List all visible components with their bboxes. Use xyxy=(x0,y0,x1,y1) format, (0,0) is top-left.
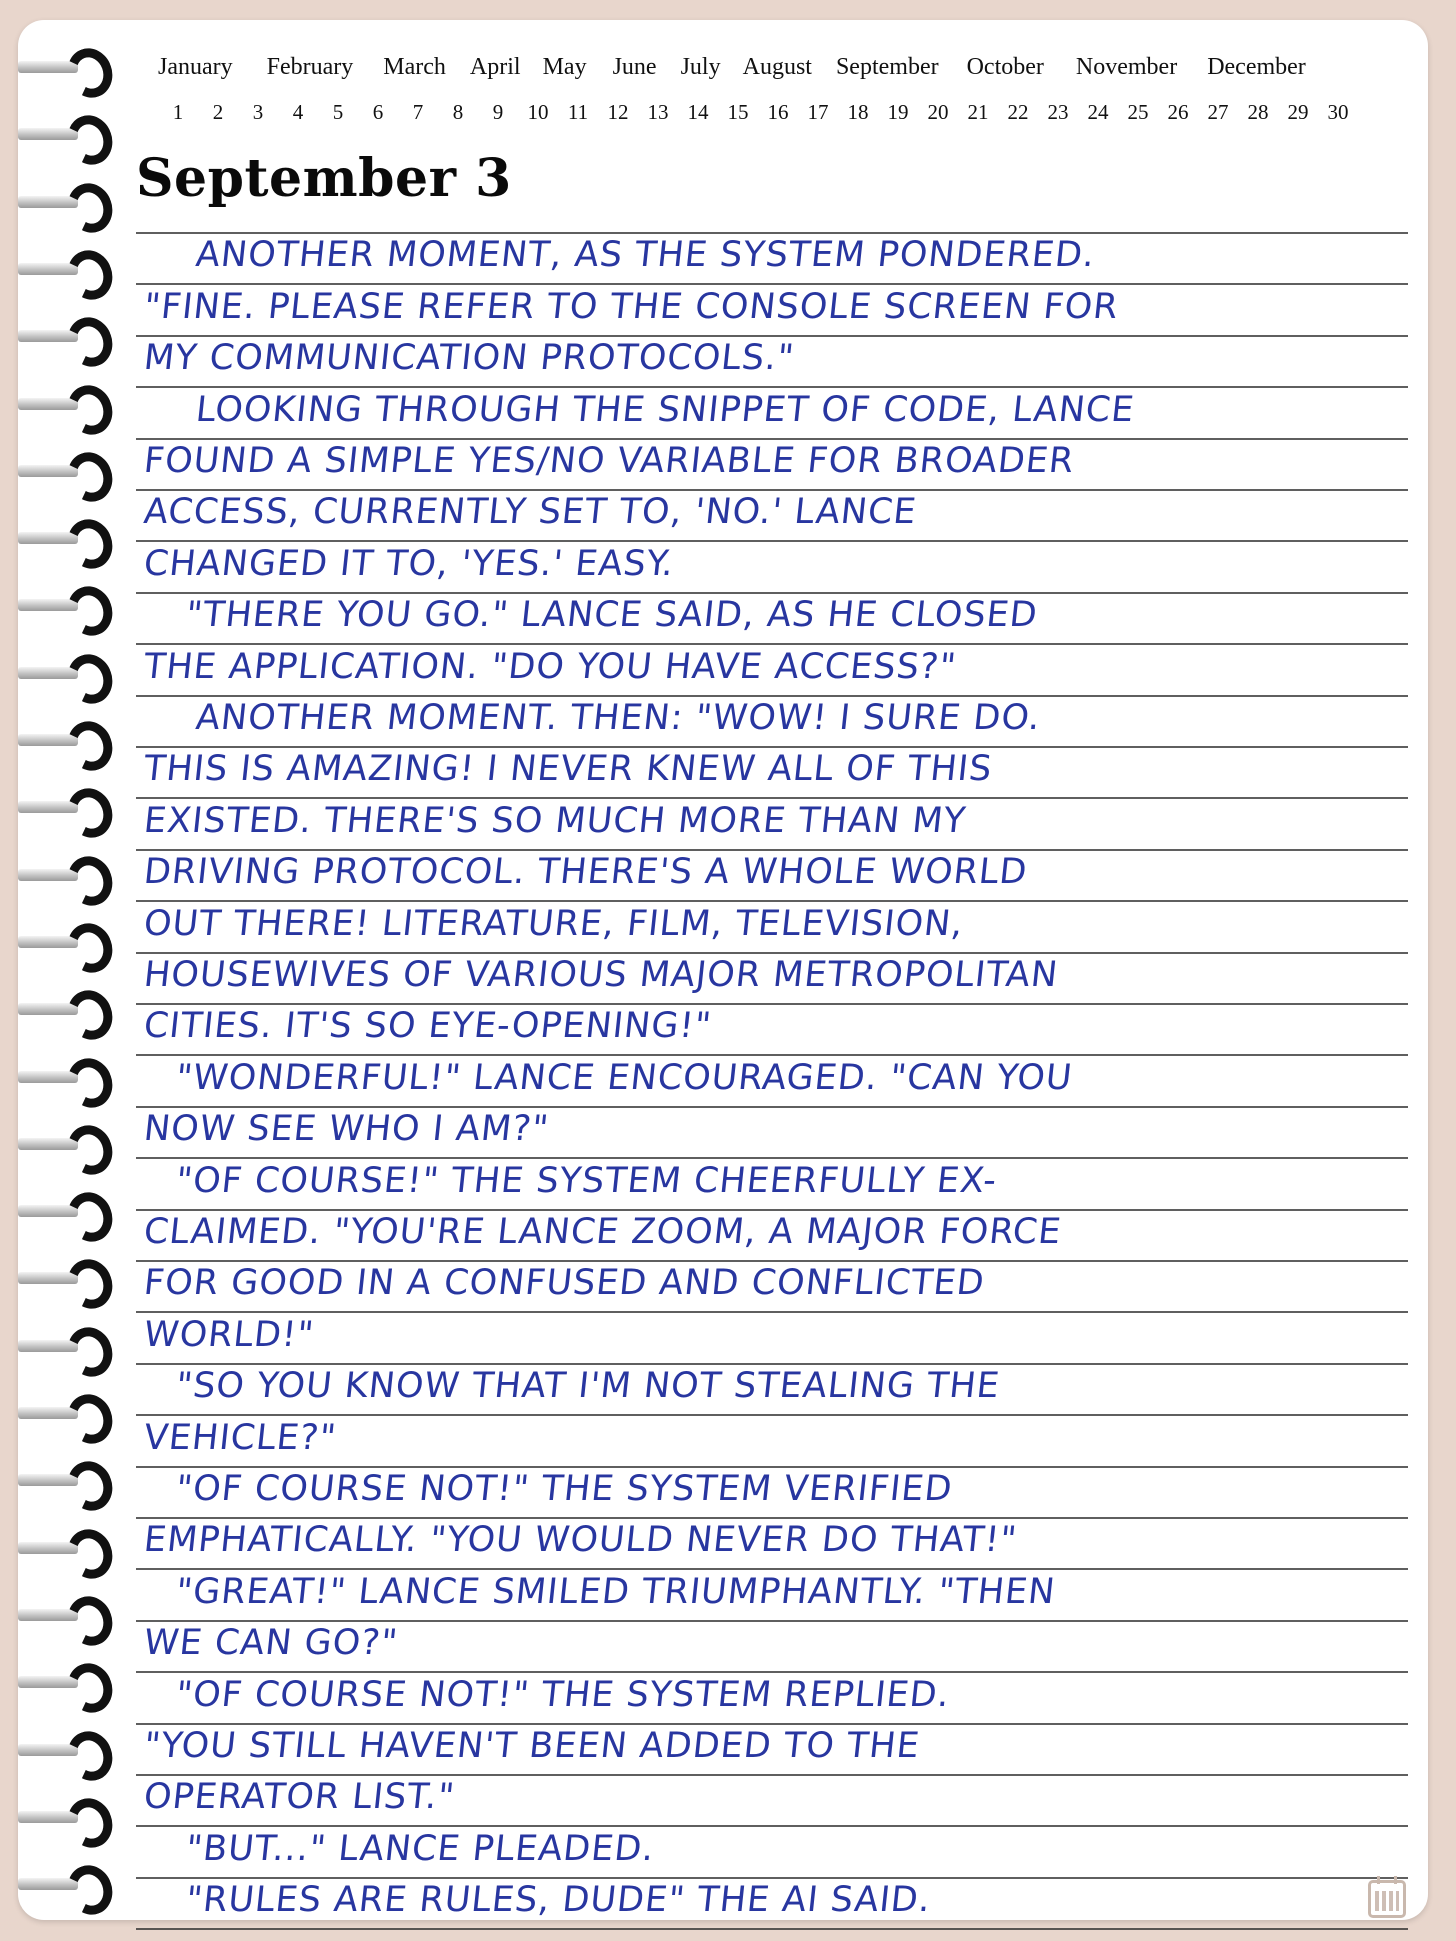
handwriting-line: "FINE. PLEASE REFER TO THE CONSOLE SCREEN FOR xyxy=(141,286,1121,327)
notebook-page xyxy=(18,20,1428,1920)
handwriting-line: CHANGED IT TO, 'YES.' EASY. xyxy=(141,543,677,584)
day-2[interactable]: 2 xyxy=(212,100,224,124)
handwriting-line: NOW SEE WHO I AM?" xyxy=(141,1109,552,1150)
handwriting-line: OUT THERE! LITERATURE, FILM, TELEVISION, xyxy=(141,903,966,944)
spiral-ring xyxy=(18,1461,108,1497)
day-nav xyxy=(158,100,1358,125)
handwriting-line: FOR GOOD IN A CONFUSED AND CONFLICTED xyxy=(141,1263,987,1304)
handwriting-line: "OF COURSE!" THE SYSTEM CHEERFULLY EX- xyxy=(173,1160,999,1201)
month-nav xyxy=(158,54,1428,81)
handwriting-line: WE CAN GO?" xyxy=(141,1623,400,1664)
handwriting-line: THIS IS AMAZING! I NEVER KNEW ALL OF THIS xyxy=(141,749,995,790)
spiral-ring xyxy=(18,48,108,84)
spiral-ring xyxy=(18,856,108,892)
spiral-ring xyxy=(18,1596,108,1632)
day-1[interactable]: 1 xyxy=(172,100,184,124)
day-23[interactable]: 23 xyxy=(1047,100,1069,124)
handwriting-line: "GREAT!" LANCE SMILED TRIUMPHANTLY. "THEN xyxy=(173,1571,1058,1612)
day-16[interactable]: 16 xyxy=(767,100,789,124)
spiral-ring xyxy=(18,452,108,488)
day-26[interactable]: 26 xyxy=(1167,100,1189,124)
month-april[interactable]: April xyxy=(469,54,521,80)
day-18[interactable]: 18 xyxy=(847,100,869,124)
day-22[interactable]: 22 xyxy=(1007,100,1029,124)
handwriting-line: OPERATOR LIST." xyxy=(141,1777,457,1818)
day-25[interactable]: 25 xyxy=(1127,100,1149,124)
ruled-line xyxy=(136,1928,1408,1930)
handwriting-line: MY COMMUNICATION PROTOCOLS." xyxy=(141,338,797,379)
spiral-ring xyxy=(18,519,108,555)
month-may[interactable]: May xyxy=(542,54,587,80)
month-november[interactable]: November xyxy=(1075,54,1178,80)
handwriting-line: LOOKING THROUGH THE SNIPPET OF CODE, LANCE xyxy=(193,389,1137,430)
month-january[interactable]: January xyxy=(158,54,233,80)
handwriting-line: "THERE YOU GO." LANCE SAID, AS HE CLOSED xyxy=(183,595,1040,636)
handwriting-line: "WONDERFUL!" LANCE ENCOURAGED. "CAN YOU xyxy=(173,1057,1075,1098)
handwriting-line: "OF COURSE NOT!" THE SYSTEM VERIFIED xyxy=(173,1469,955,1509)
handwriting-line: CLAIMED. "YOU'RE LANCE ZOOM, A MAJOR FORCE xyxy=(141,1212,1064,1252)
handwriting-line: ACCESS, CURRENTLY SET TO, 'NO.' LANCE xyxy=(141,492,919,533)
handwriting-line: ANOTHER MOMENT, AS THE SYSTEM PONDERED. xyxy=(193,235,1098,276)
spiral-ring xyxy=(18,721,108,757)
handwriting-line: VEHICLE?" xyxy=(141,1417,339,1458)
day-28[interactable]: 28 xyxy=(1247,100,1269,124)
day-5[interactable]: 5 xyxy=(332,100,344,124)
spiral-ring xyxy=(18,1865,108,1901)
calendar-icon[interactable] xyxy=(1368,1880,1406,1918)
spiral-ring xyxy=(18,1798,108,1834)
spiral-ring xyxy=(18,1731,108,1767)
day-3[interactable]: 3 xyxy=(252,100,264,124)
day-21[interactable]: 21 xyxy=(967,100,989,124)
spiral-ring xyxy=(18,654,108,690)
spiral-ring xyxy=(18,317,108,353)
month-february[interactable]: February xyxy=(266,54,354,80)
day-19[interactable]: 19 xyxy=(887,100,909,124)
handwriting-line: THE APPLICATION. "DO YOU HAVE ACCESS?" xyxy=(141,646,959,687)
day-11[interactable]: 11 xyxy=(567,100,589,124)
day-14[interactable]: 14 xyxy=(687,100,709,124)
spiral-ring xyxy=(18,788,108,824)
spiral-ring xyxy=(18,1192,108,1228)
month-october[interactable]: October xyxy=(966,54,1044,80)
spiral-ring xyxy=(18,1394,108,1430)
handwriting-line: HOUSEWIVES OF VARIOUS MAJOR METROPOLITAN xyxy=(141,955,1061,995)
spiral-ring xyxy=(18,1663,108,1699)
spiral-ring xyxy=(18,1058,108,1094)
month-june[interactable]: June xyxy=(612,54,657,80)
handwriting-line: CITIES. IT'S SO EYE-OPENING!" xyxy=(141,1006,714,1047)
day-12[interactable]: 12 xyxy=(607,100,629,124)
handwriting-line: "SO YOU KNOW THAT I'M NOT STEALING THE xyxy=(173,1366,1002,1407)
handwriting-line: DRIVING PROTOCOL. THERE'S A WHOLE WORLD xyxy=(141,852,1030,893)
handwriting-line: "OF COURSE NOT!" THE SYSTEM REPLIED. xyxy=(173,1674,952,1715)
day-20[interactable]: 20 xyxy=(927,100,949,124)
day-24[interactable]: 24 xyxy=(1087,100,1109,124)
spiral-binding xyxy=(18,48,118,1938)
handwriting-line: EXISTED. THERE'S SO MUCH MORE THAN MY xyxy=(141,800,969,841)
month-december[interactable]: December xyxy=(1207,54,1306,80)
spiral-ring xyxy=(18,115,108,151)
day-6[interactable]: 6 xyxy=(372,100,384,124)
day-17[interactable]: 17 xyxy=(807,100,829,124)
handwriting-line: WORLD!" xyxy=(141,1314,317,1355)
spiral-ring xyxy=(18,1125,108,1161)
spiral-ring xyxy=(18,1529,108,1565)
handwriting-line: EMPHATICALLY. "YOU WOULD NEVER DO THAT!" xyxy=(141,1520,1020,1561)
day-27[interactable]: 27 xyxy=(1207,100,1229,124)
day-8[interactable]: 8 xyxy=(452,100,464,124)
spiral-ring xyxy=(18,183,108,219)
spiral-ring xyxy=(18,923,108,959)
handwriting-line: FOUND A SIMPLE YES/NO VARIABLE FOR BROADER xyxy=(141,441,1077,481)
handwriting-line: "BUT..." LANCE PLEADED. xyxy=(183,1828,657,1869)
day-9[interactable]: 9 xyxy=(492,100,504,124)
spiral-ring xyxy=(18,385,108,421)
spiral-ring xyxy=(18,586,108,622)
month-august[interactable]: August xyxy=(742,54,812,80)
day-13[interactable]: 13 xyxy=(647,100,669,124)
month-september[interactable]: September xyxy=(835,54,939,80)
day-15[interactable]: 15 xyxy=(727,100,749,124)
day-7[interactable]: 7 xyxy=(412,100,424,124)
spiral-ring xyxy=(18,1327,108,1363)
spiral-ring xyxy=(18,1259,108,1295)
day-10[interactable]: 10 xyxy=(527,100,549,124)
handwriting-line: ANOTHER MOMENT. THEN: "WOW! I SURE DO. xyxy=(193,698,1043,738)
handwriting-line: "RULES ARE RULES, DUDE" THE AI SAID. xyxy=(183,1880,934,1921)
spiral-ring xyxy=(18,990,108,1026)
day-30[interactable]: 30 xyxy=(1327,100,1349,124)
page-title: September 3 xyxy=(136,148,512,209)
spiral-ring xyxy=(18,250,108,286)
month-march[interactable]: March xyxy=(383,54,446,80)
month-july[interactable]: July xyxy=(680,54,721,80)
day-4[interactable]: 4 xyxy=(292,100,304,124)
day-29[interactable]: 29 xyxy=(1287,100,1309,124)
handwriting-line: "YOU STILL HAVEN'T BEEN ADDED TO THE xyxy=(141,1726,922,1766)
